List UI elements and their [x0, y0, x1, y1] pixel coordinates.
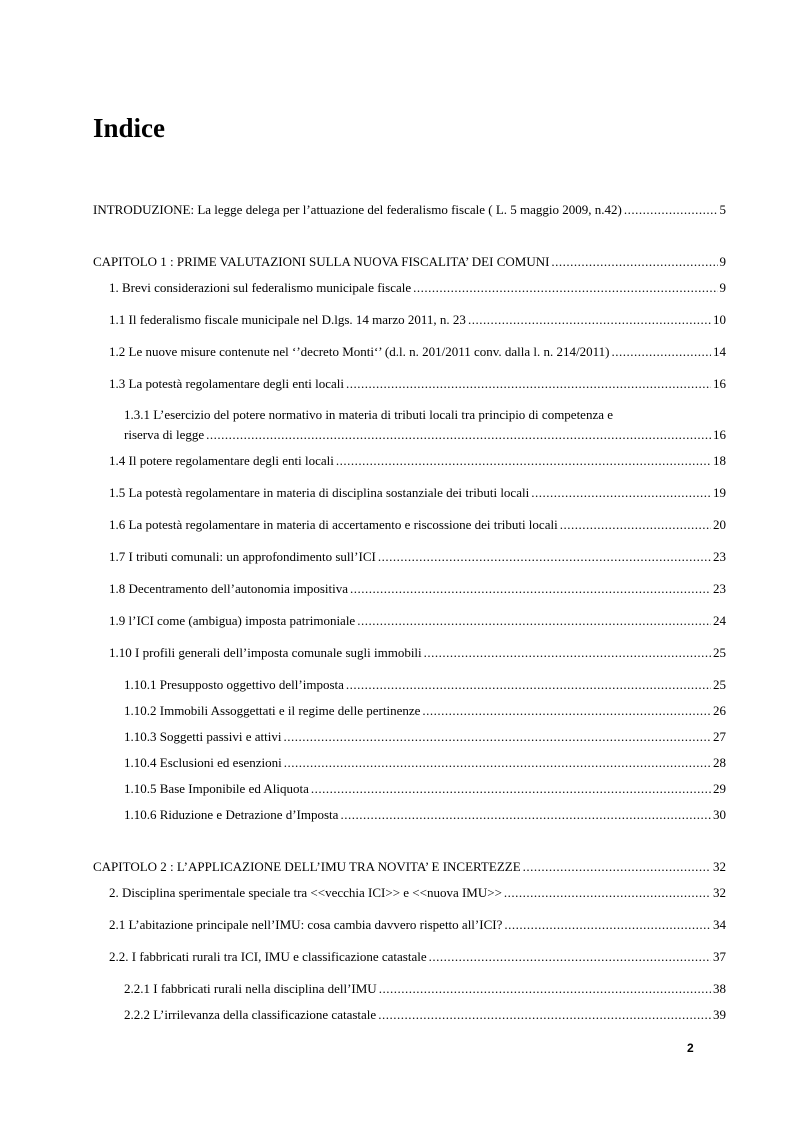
toc-entry-1-10[interactable] — [109, 644, 726, 661]
toc-entry-page: 34 — [713, 917, 726, 932]
toc-entry-1-6[interactable] — [109, 516, 726, 533]
toc-entry-1-10-5[interactable] — [124, 780, 726, 797]
toc-leader-dots — [283, 728, 711, 745]
toc-entry-text: CAPITOLO 2 : L’APPLICAZIONE DELL’IMU TRA NOVITA’ E INCERTEZZE — [93, 859, 521, 874]
toc-entry-text: 2.1 L’abitazione principale nell’IMU: cosa cambia davvero rispetto all’ICI? — [109, 917, 503, 932]
toc-entry-text: 1.3 La potestà regolamentare degli enti locali — [109, 376, 344, 391]
toc-entry-text: INTRODUZIONE: La legge delega per l’attuazione del federalismo fiscale ( L. 5 maggio 2009, n.42) — [93, 202, 622, 217]
toc-entry-text: 2.2.2 L’irrilevanza della classificazione catastale — [124, 1007, 377, 1022]
toc-entry-1-5[interactable] — [109, 484, 726, 501]
toc-entry-page: 25 — [713, 677, 726, 692]
toc-leader-dots — [422, 702, 711, 719]
toc-entry-text: 1.10.2 Immobili Assoggettati e il regime delle pertinenze — [124, 703, 421, 718]
toc-entry-2[interactable] — [109, 884, 726, 901]
toc-leader-dots — [531, 484, 711, 501]
toc-leader-dots — [206, 426, 711, 443]
toc-entry-page: 23 — [713, 581, 726, 596]
toc-entry-1-3[interactable] — [109, 375, 726, 392]
toc-leader-dots — [560, 516, 711, 533]
toc-entry-2-1[interactable] — [109, 916, 726, 933]
toc-entry-text: 1.8 Decentramento dell’autonomia impositiva — [109, 581, 348, 596]
toc-entry-1[interactable] — [109, 279, 726, 296]
toc-entry-text: 1.1 Il federalismo fiscale municipale nel D.lgs. 14 marzo 2011, n. 23 — [109, 312, 466, 327]
toc-entry-1-10-1[interactable] — [124, 676, 726, 693]
toc-entry-1-10-4[interactable] — [124, 754, 726, 771]
toc-entry-page: 32 — [713, 885, 726, 900]
toc-entry-page: 38 — [713, 981, 726, 996]
page-number: 2 — [687, 1041, 694, 1055]
toc-entry-text: 1.7 I tributi comunali: un approfondimento sull’ICI — [109, 549, 376, 564]
toc-leader-dots — [346, 375, 711, 392]
toc-leader-dots — [378, 1006, 711, 1023]
toc-entry-1-1[interactable] — [109, 311, 726, 328]
toc-leader-dots — [311, 780, 711, 797]
toc-entry-1-3-1[interactable] — [124, 426, 726, 443]
toc-entry-text: 1.10.6 Riduzione e Detrazione d’Imposta — [124, 807, 339, 822]
toc-entry-text: 1.10.1 Presupposto oggettivo dell’imposta — [124, 677, 344, 692]
toc-entry-text: 1.10.3 Soggetti passivi e attivi — [124, 729, 282, 744]
toc-entry-page: 37 — [713, 949, 726, 964]
toc-entry-page: 19 — [713, 485, 726, 500]
toc-leader-dots — [413, 279, 717, 296]
toc-entry-page: 24 — [713, 613, 726, 628]
toc-entry-text: 1.9 l’ICI come (ambigua) imposta patrimoniale — [109, 613, 356, 628]
toc-entry-text: 1.5 La potestà regolamentare in materia di disciplina sostanziale dei tributi locali — [109, 485, 530, 500]
toc-entry-1-10-2[interactable] — [124, 702, 726, 719]
toc-entry-introduzione[interactable] — [93, 201, 726, 218]
toc-leader-dots — [336, 452, 711, 469]
toc-entry-text: 2.2.1 I fabbricati rurali nella disciplina dell’IMU — [124, 981, 377, 996]
toc-entry-page: 9 — [719, 280, 726, 295]
toc-entry-1-3-1-first-line[interactable]: 1.3.1 L’esercizio del potere normativo in materia di tributi locali tra principio di competenza e — [124, 407, 614, 422]
toc-entry-1-8[interactable] — [109, 580, 726, 597]
toc-leader-dots — [284, 754, 711, 771]
toc-entry-page: 9 — [719, 254, 726, 269]
toc-leader-dots — [504, 916, 711, 933]
toc-entry-text: 2. Disciplina sperimentale speciale tra <<vecchia ICI>> e <<nuova IMU>> — [109, 885, 502, 900]
toc-entry-page: 14 — [713, 344, 726, 359]
toc-entry-page: 32 — [713, 859, 726, 874]
toc-entry-text: 1.10.5 Base Imponibile ed Aliquota — [124, 781, 309, 796]
toc-entry-text: 1.6 La potestà regolamentare in materia di accertamento e riscossione dei tributi locali — [109, 517, 558, 532]
toc-leader-dots — [468, 311, 711, 328]
toc-entry-1-10-3[interactable] — [124, 728, 726, 745]
toc-entry-page: 27 — [713, 729, 726, 744]
toc-leader-dots — [350, 580, 711, 597]
toc-entry-page: 39 — [713, 1007, 726, 1022]
toc-leader-dots — [612, 343, 712, 360]
toc-entry-1-2[interactable] — [109, 343, 726, 360]
toc-entry-text: riserva di legge — [124, 427, 205, 442]
toc-entry-text: CAPITOLO 1 : PRIME VALUTAZIONI SULLA NUOVA FISCALITA’ DEI COMUNI — [93, 254, 550, 269]
toc-leader-dots — [340, 806, 711, 823]
toc-leader-dots — [378, 548, 711, 565]
toc-entry-text: 1.10 I profili generali dell’imposta comunale sugli immobili — [109, 645, 422, 660]
toc-entry-1-7[interactable] — [109, 548, 726, 565]
toc-entry-page: 30 — [713, 807, 726, 822]
toc-entry-page: 28 — [713, 755, 726, 770]
toc-entry-2-2-2[interactable] — [124, 1006, 726, 1023]
toc-entry-text: 1. Brevi considerazioni sul federalismo municipale fiscale — [109, 280, 412, 295]
toc-entry-page: 16 — [713, 427, 726, 442]
toc-entry-page: 29 — [713, 781, 726, 796]
toc-entry-page: 25 — [713, 645, 726, 660]
toc-entry-text: 1.4 Il potere regolamentare degli enti locali — [109, 453, 334, 468]
toc-entry-page: 20 — [713, 517, 726, 532]
toc-leader-dots — [624, 201, 718, 218]
toc-entry-text: 2.2. I fabbricati rurali tra ICI, IMU e classificazione catastale — [109, 949, 427, 964]
toc-entry-2-2[interactable] — [109, 948, 726, 965]
toc-leader-dots — [429, 948, 711, 965]
toc-entry-page: 10 — [713, 312, 726, 327]
toc-entry-page: 23 — [713, 549, 726, 564]
toc-entry-1-4[interactable] — [109, 452, 726, 469]
toc-entry-capitolo-1[interactable] — [93, 253, 726, 270]
toc-leader-dots — [523, 858, 711, 875]
toc-entry-text: 1.2 Le nuove misure contenute nel ‘’decreto Monti‘’ (d.l. n. 201/2011 conv. dalla l. n. 214/2011) — [109, 344, 610, 359]
page-title: Indice — [93, 113, 166, 143]
toc-leader-dots — [551, 253, 717, 270]
toc-leader-dots — [357, 612, 711, 629]
toc-entry-1-9[interactable] — [109, 612, 726, 629]
toc-entry-text: 1.10.4 Esclusioni ed esenzioni — [124, 755, 282, 770]
toc-entry-page: 5 — [719, 202, 726, 217]
toc-entry-page: 18 — [713, 453, 726, 468]
toc-leader-dots — [424, 644, 711, 661]
toc-entry-page: 26 — [713, 703, 726, 718]
toc-entry-capitolo-2[interactable] — [93, 858, 726, 875]
toc-entry-page: 16 — [713, 376, 726, 391]
toc-entry-2-2-1[interactable] — [124, 980, 726, 997]
toc-leader-dots — [346, 676, 711, 693]
toc-leader-dots — [379, 980, 711, 997]
toc-entry-1-10-6[interactable] — [124, 806, 726, 823]
toc-leader-dots — [504, 884, 711, 901]
